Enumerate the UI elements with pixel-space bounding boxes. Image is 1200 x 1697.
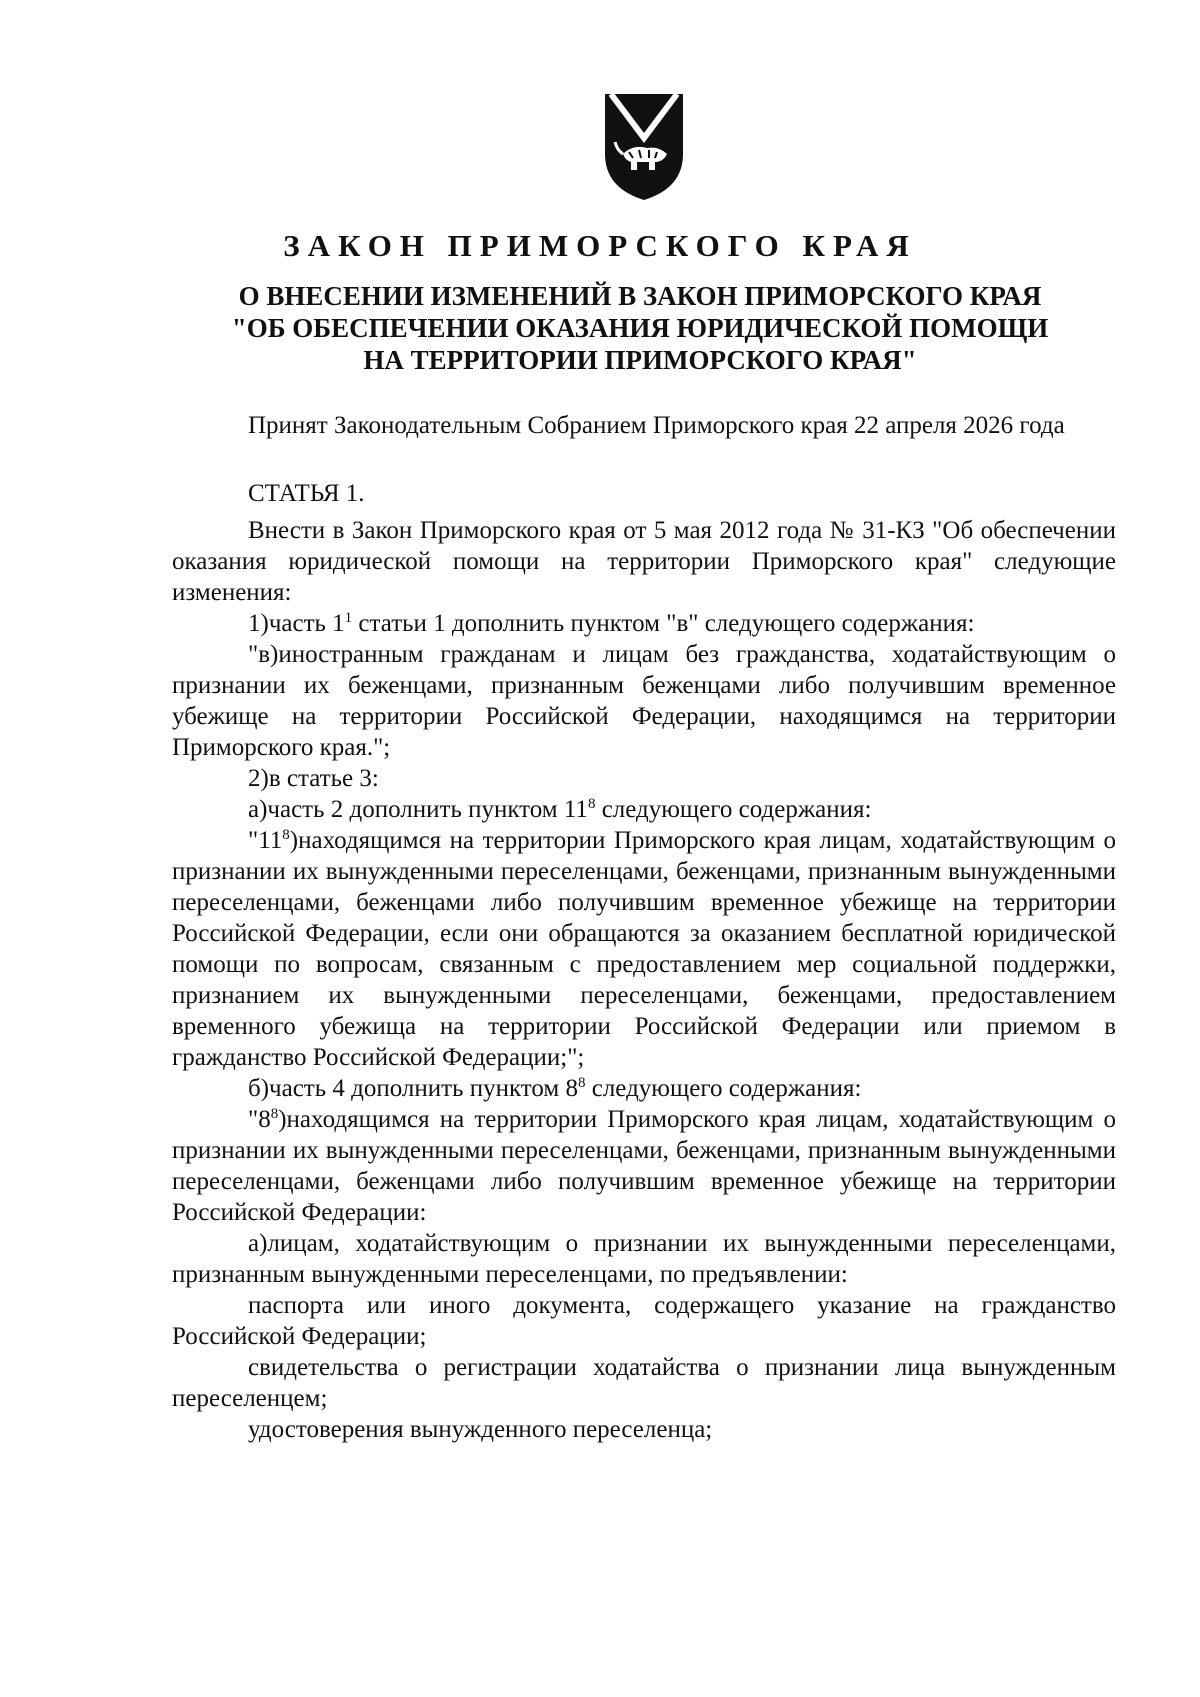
amendment-item-2a [172,794,1116,825]
superscript: 8 [587,796,596,812]
amendment-text-v: "в)иностранным гражданам и лицам без гражданства, ходатайствующим о признании их беженцами, признанным беженцами либо получившим временное убежище на территории Российской Федерации, находящимся на территории Приморского края."; [172,641,1116,761]
amendment-item-2b [172,1073,1116,1104]
text-part: а)часть 2 дополнить пунктом 11 [248,796,588,823]
subtitle-line: НА ТЕРРИТОРИИ ПРИМОРСКОГО КРАЯ" [363,345,917,375]
text-part: б)часть 4 дополнить пунктом 8 [248,1075,578,1102]
superscript: 8 [577,1075,586,1091]
amendment-text-8-8 [172,1104,1116,1228]
subitem-a: а)лицам, ходатайствующим о признании их вынужденными переселенцами, признанным вынужденными переселенцами, по предъявлении: [172,1230,1116,1288]
document-item: свидетельства о регистрации ходатайства о признании лица вынужденным переселенцем; [172,1354,1116,1412]
article-intro: Внести в Закон Приморского края от 5 мая 2012 года № 31-КЗ "Об обеспечении оказания юридической помощи на территории Приморского края" следующие изменения: [172,517,1116,606]
text-part: следующего содержания: [585,1075,862,1102]
text-part: )находящимся на территории Приморского края лицам, ходатайствующим о признании их вынужденными переселенцами, беженцами, признанным вынужденными переселенцами, беженцами либо получившим временное убежище на территории Российской Федерации, если они обращаются за оказанием бесплатной юридической помощи по вопросам, связанным с предоставлением мер социальной поддержки, признанием их вынужденными переселенцами, беженцами, предоставлением временного убежища на территории Российской Федерации или приемом в гражданство Российской Федерации;"; [172,827,1116,1071]
article-heading: СТАТЬЯ 1. [248,480,365,507]
law-subtitle [160,280,1120,376]
text-part: "11 [248,827,283,854]
subtitle-line: "ОБ ОБЕСПЕЧЕНИИ ОКАЗАНИЯ ЮРИДИЧЕСКОЙ ПОМОЩИ [231,313,1049,343]
superscript: 1 [344,610,353,626]
amendment-item-1 [172,608,1116,639]
amendment-item-2: 2)в статье 3: [248,765,379,792]
text-part: )находящимся на территории Приморского края лицам, ходатайствующим о признании их вынужденными переселенцами, беженцами, признанным вынужденными переселенцами, беженцами либо получившим временное убежище на территории Российской Федерации: [172,1106,1116,1226]
subtitle-line: О ВНЕСЕНИИ ИЗМЕНЕНИЙ В ЗАКОН ПРИМОРСКОГО КРАЯ [238,281,1042,311]
text-part: статьи 1 дополнить пунктом "в" следующего содержания: [352,610,975,637]
primorsky-krai-coat-of-arms-icon [603,92,685,202]
superscript: 8 [282,827,290,843]
text-part: "8 [248,1106,271,1133]
adoption-note: Принят Законодательным Собранием Приморского края 22 апреля 2026 года [248,412,1065,439]
document-item: удостоверения вынужденного переселенца; [248,1416,713,1443]
document-item: паспорта или иного документа, содержащего указание на гражданство Российской Федерации; [172,1292,1116,1350]
text-part: следующего содержания: [595,796,872,823]
law-body [172,410,1116,1445]
superscript: 8 [270,1106,279,1122]
amendment-text-11-8 [172,825,1116,1073]
law-title: ЗАКОН ПРИМОРСКОГО КРАЯ [283,228,917,263]
text-part: 1)часть 1 [248,610,345,637]
